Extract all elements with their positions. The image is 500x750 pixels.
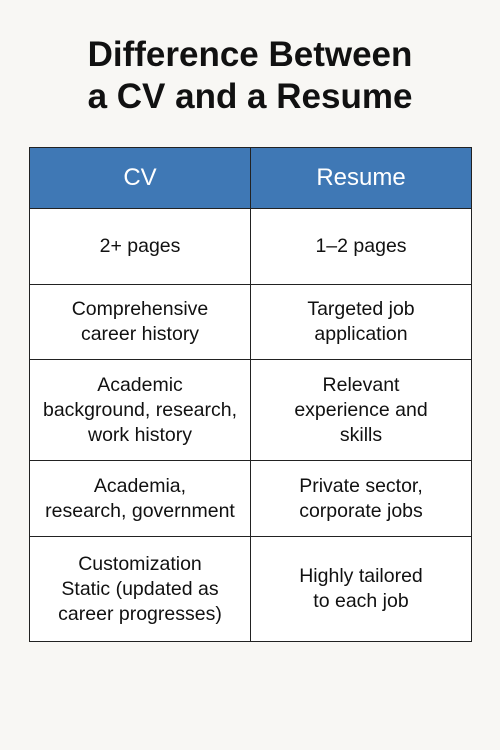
cell-cv xyxy=(30,537,251,642)
cell-text: skills xyxy=(339,423,383,446)
cell-text: career progresses) xyxy=(58,602,222,625)
cell-cv xyxy=(30,461,251,537)
cell-cv xyxy=(30,209,251,285)
cell-text: Static (updated as xyxy=(61,577,219,600)
title-line-2: a CV and a Resume xyxy=(87,77,413,116)
table-header-row xyxy=(30,148,472,209)
table-row xyxy=(30,285,472,360)
page-title xyxy=(0,34,500,118)
cell-resume xyxy=(251,209,472,285)
cell-text: Targeted job xyxy=(307,298,415,320)
title-line-1: Difference Between xyxy=(87,35,413,74)
cell-text: experience and xyxy=(294,398,428,421)
cell-text: Highly tailored xyxy=(299,565,423,587)
cell-resume xyxy=(251,461,472,537)
header-cv: CV xyxy=(30,148,251,209)
cell-text: background, research, xyxy=(42,398,238,421)
cell-text: Comprehensive xyxy=(71,298,209,320)
cell-resume xyxy=(251,360,472,461)
cell-text: 1–2 pages xyxy=(315,235,407,257)
cell-cv xyxy=(30,285,251,360)
table-row xyxy=(30,360,472,461)
cell-text: 2+ pages xyxy=(99,235,181,257)
cell-cv xyxy=(30,360,251,461)
cell-text: corporate jobs xyxy=(299,499,423,522)
table-row xyxy=(30,209,472,285)
cell-text: Academia, xyxy=(93,474,187,497)
cell-text: Relevant xyxy=(322,373,400,396)
cell-text: career history xyxy=(80,323,200,345)
cell-resume xyxy=(251,285,472,360)
table-row xyxy=(30,461,472,537)
cell-text: Customization xyxy=(78,552,202,575)
cell-text: research, government xyxy=(45,499,235,522)
table-row xyxy=(30,537,472,642)
cell-text: application xyxy=(314,323,408,345)
cell-text: work history xyxy=(87,423,193,446)
header-resume: Resume xyxy=(251,148,472,209)
cell-text: Private sector, xyxy=(299,474,423,497)
cell-text: to each job xyxy=(313,590,409,612)
comparison-table xyxy=(29,147,472,642)
cell-resume xyxy=(251,537,472,642)
cell-text: Academic xyxy=(97,373,183,396)
